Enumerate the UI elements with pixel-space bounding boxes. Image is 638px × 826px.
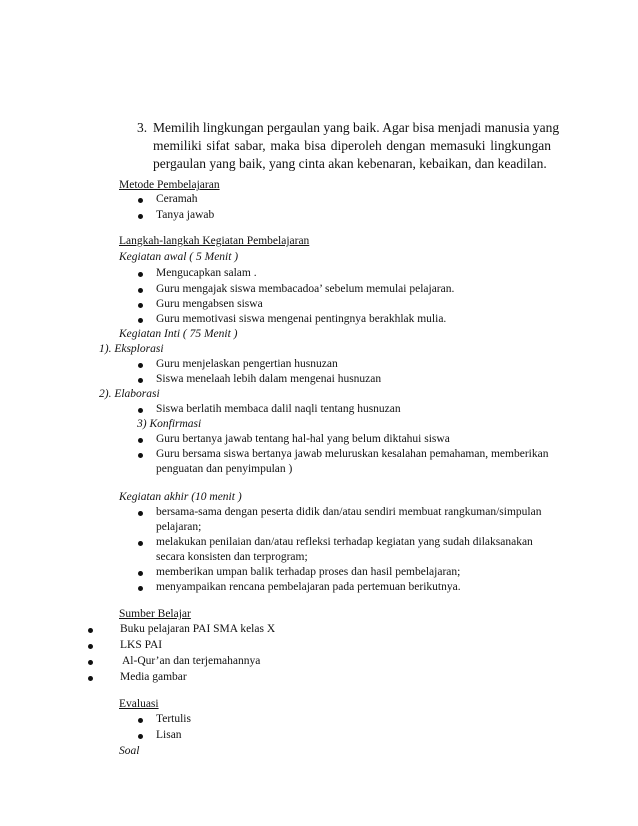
sumber-item: LKS PAI [120,639,163,651]
bullet-icon [88,628,93,633]
bullet-icon [138,718,143,723]
konfirmasi-heading: 3) Konfirmasi [137,418,202,430]
bullet-icon [138,571,143,576]
bullet-icon [138,288,143,293]
eksplorasi-item: Guru menjelaskan pengertian husnuzan [156,358,338,370]
bullet-icon [138,378,143,383]
bullet-icon [138,198,143,203]
evaluasi-item: Lisan [156,729,182,741]
bullet-icon [138,541,143,546]
bullet-icon [138,586,143,591]
bullet-icon [138,734,143,739]
sumber-item: Al-Qur’an dan terjemahannya [122,655,261,667]
bullet-icon [138,438,143,443]
elaborasi-heading: 2). Elaborasi [99,388,160,400]
konfirmasi-item: Guru bertanya jawab tentang hal-hal yang belum diktahui siswa [156,433,450,445]
kegiatan-akhir-heading: Kegiatan akhir (10 menit ) [119,491,242,503]
akhir-item: menyampaikan rencana pembelajaran pada pertemuan berikutnya. [156,581,461,593]
item-number: 3. [137,120,148,135]
akhir-item: memberikan umpan balik terhadap proses dan hasil pembelajaran; [156,566,461,578]
evaluasi-heading: Evaluasi [119,698,159,710]
sumber-heading: Sumber Belajar [119,608,191,620]
sumber-item: Media gambar [120,671,187,683]
elaborasi-item: Siswa berlatih membaca dalil naqli tentang husnuzan [156,403,401,415]
bullet-icon [88,676,93,681]
bullet-icon [138,453,143,458]
kegiatan-awal-heading: Kegiatan awal ( 5 Menit ) [119,251,239,263]
awal-item: Guru mengabsen siswa [156,298,263,310]
soal-heading: Soal [119,745,140,757]
konfirmasi-item-line: penguatan dan penyimpulan ) [156,463,293,475]
awal-item: Mengucapkan salam . [156,267,257,279]
awal-item: Guru memotivasi siswa mengenai pentingnya berakhlak mulia. [156,313,447,325]
kegiatan-inti-heading: Kegiatan Inti ( 75 Menit ) [119,328,238,340]
akhir-item-line: secara konsisten dan terprogram; [156,551,308,563]
langkah-heading: Langkah-langkah Kegiatan Pembelajaran [119,235,310,247]
bullet-icon [138,318,143,323]
metode-item: Tanya jawab [156,209,215,221]
item-3-text [153,119,560,173]
evaluasi-item: Tertulis [156,713,191,725]
bullet-icon [138,272,143,277]
eksplorasi-item: Siswa menelaah lebih dalam mengenai husnuzan [156,373,382,385]
akhir-item-line: melakukan penilaian dan/atau refleksi terhadap kegiatan yang sudah dilaksanakan [156,536,533,548]
bullet-icon [138,214,143,219]
akhir-item-line: pelajaran; [156,521,202,533]
item-3-line: Memilih lingkungan pergaulan yang baik. Agar bisa menjadi manusia yang [153,120,560,135]
bullet-icon [138,363,143,368]
eksplorasi-heading: 1). Eksplorasi [99,343,164,355]
konfirmasi-item-line: Guru bersama siswa bertanya jawab meluruskan kesalahan pemahaman, memberikan [156,448,549,460]
bullet-icon [88,660,93,665]
metode-item: Ceramah [156,193,198,205]
sumber-item: Buku pelajaran PAI SMA kelas X [120,623,276,635]
item-3-line: pergaulan yang baik, yang cinta akan kebenaran, kebaikan, dan keadilan. [153,156,547,171]
bullet-icon [138,511,143,516]
bullet-icon [138,303,143,308]
bullet-icon [88,644,93,649]
awal-item: Guru mengajak siswa membacadoa’ sebelum memulai pelajaran. [156,283,455,295]
item-3-line: memiliki sifat sabar, maka bisa diperoleh dengan memasuki lingkungan [153,138,551,153]
akhir-item-line: bersama-sama dengan peserta didik dan/atau sendiri membuat rangkuman/simpulan [156,506,542,518]
metode-heading: Metode Pembelajaran [119,179,220,191]
bullet-icon [138,408,143,413]
